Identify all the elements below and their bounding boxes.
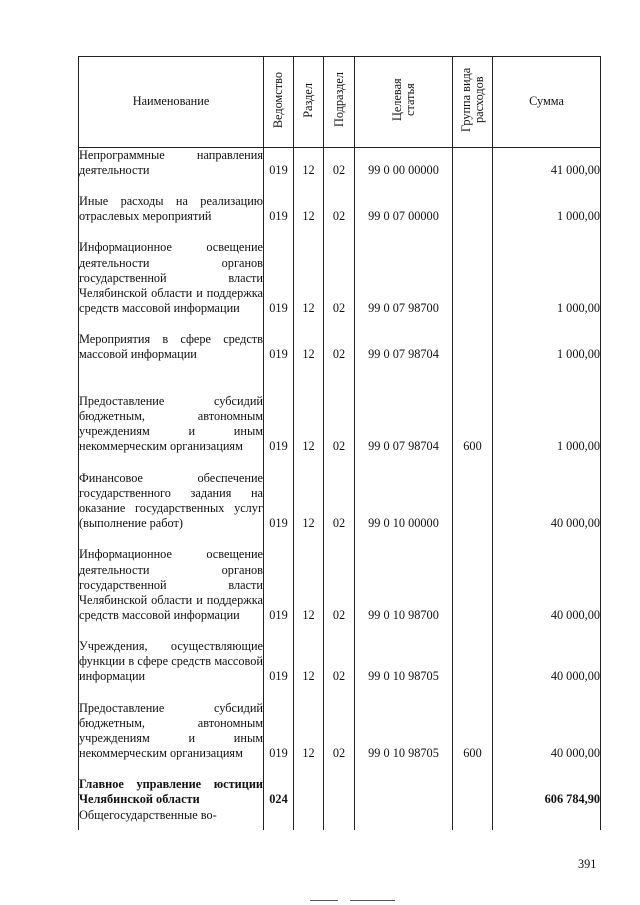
header-podrazdel: Подраздел (324, 57, 355, 148)
row-celevaya (355, 762, 453, 808)
table-row (79, 685, 601, 762)
row-summa: 41 000,00 (493, 148, 601, 179)
row-summa: 1 000,00 (493, 179, 601, 225)
row-summa: 40 000,00 (493, 685, 601, 762)
row-ved: 019 (264, 624, 294, 685)
row-name: Учреждения, осуществляющие функции в сфере средств массовой информации (79, 624, 264, 685)
row-celevaya: 99 0 10 98705 (355, 624, 453, 685)
row-celevaya: 99 0 10 00000 (355, 455, 453, 532)
table-row (79, 363, 601, 455)
row-summa: 40 000,00 (493, 532, 601, 624)
row-podrazdel (324, 808, 355, 830)
row-ved: 019 (264, 317, 294, 363)
row-ved (264, 808, 294, 830)
row-summa: 1 000,00 (493, 363, 601, 455)
row-ved: 019 (264, 685, 294, 762)
header-name: Наименование (79, 57, 264, 148)
row-celevaya: 99 0 07 98704 (355, 317, 453, 363)
table-header (79, 57, 601, 148)
table-row (79, 532, 601, 624)
row-name: Непрограммные направления деятельности (79, 148, 263, 178)
row-summa: 40 000,00 (493, 455, 601, 532)
table-row (79, 808, 601, 830)
table-row (79, 624, 601, 685)
row-razdel: 12 (294, 179, 324, 225)
table-row (79, 317, 601, 363)
table-row (79, 148, 601, 179)
row-summa: 40 000,00 (493, 624, 601, 685)
row-ved: 019 (264, 225, 294, 317)
row-ved: 019 (264, 179, 294, 225)
header-gruppa: Группа вида расходов (453, 57, 493, 148)
row-name: Предоставление субсидий бюджетным, автономным учреждениям и иным некоммерческим организациям (79, 685, 264, 762)
row-celevaya: 99 0 07 98700 (355, 225, 453, 317)
row-razdel: 12 (294, 532, 324, 624)
footer-line (350, 900, 395, 901)
row-podrazdel: 02 (324, 532, 355, 624)
row-razdel: 12 (294, 455, 324, 532)
row-celevaya: 99 0 10 98705 (355, 685, 453, 762)
row-celevaya: 99 0 07 98704 (355, 363, 453, 455)
header-summa: Сумма (493, 57, 601, 148)
row-gruppa: 600 (453, 685, 493, 762)
row-gruppa (453, 225, 493, 317)
table-row (79, 762, 601, 808)
table-body (79, 148, 601, 830)
row-podrazdel: 02 (324, 179, 355, 225)
page-number: 391 (578, 857, 597, 871)
row-razdel: 12 (294, 685, 324, 762)
row-summa (493, 808, 601, 830)
row-ved: 024 (264, 762, 294, 808)
row-gruppa (453, 148, 493, 179)
row-podrazdel: 02 (324, 685, 355, 762)
row-podrazdel: 02 (324, 148, 355, 179)
row-ved: 019 (264, 455, 294, 532)
row-podrazdel: 02 (324, 363, 355, 455)
row-razdel (294, 808, 324, 830)
row-podrazdel (324, 762, 355, 808)
row-podrazdel: 02 (324, 624, 355, 685)
row-ved: 019 (264, 532, 294, 624)
row-name: Мероприятия в сфере средств массовой информации (79, 317, 264, 363)
table-row (79, 179, 601, 225)
row-razdel: 12 (294, 225, 324, 317)
table-row (79, 455, 601, 532)
row-razdel (294, 762, 324, 808)
row-celevaya: 99 0 00 00000 (355, 148, 453, 179)
header-ved: Ведомство (264, 57, 294, 148)
row-summa: 1 000,00 (493, 317, 601, 363)
row-celevaya (355, 808, 453, 830)
row-summa: 1 000,00 (493, 225, 601, 317)
row-podrazdel: 02 (324, 317, 355, 363)
row-razdel: 12 (294, 624, 324, 685)
row-gruppa (453, 179, 493, 225)
row-name: Главное управление юстиции Челябинской области (79, 762, 264, 808)
row-podrazdel: 02 (324, 455, 355, 532)
row-razdel: 12 (294, 148, 324, 179)
row-razdel: 12 (294, 363, 324, 455)
row-name: Информационное освещение деятельности органов государственной власти Челябинской области и поддержка средств массовой информации (79, 225, 264, 317)
row-gruppa (453, 532, 493, 624)
header-celevaya: Целевая статья (355, 57, 453, 148)
row-gruppa (453, 762, 493, 808)
row-ved: 019 (264, 363, 294, 455)
table-row (79, 225, 601, 317)
row-razdel: 12 (294, 317, 324, 363)
row-gruppa: 600 (453, 363, 493, 455)
row-ved: 019 (264, 148, 294, 179)
row-name: Информационное освещение деятельности органов государственной власти Челябинской области и поддержка средств массовой информации (79, 532, 264, 624)
row-name: Иные расходы на реализацию отраслевых мероприятий (79, 179, 264, 225)
row-gruppa (453, 624, 493, 685)
row-podrazdel: 02 (324, 225, 355, 317)
row-name: Общегосударственные во- (79, 808, 264, 830)
row-name: Финансовое обеспечение государственного задания на оказание государственных услуг (выполнение работ) (79, 455, 264, 532)
row-gruppa (453, 808, 493, 830)
header-razdel: Раздел (294, 57, 324, 148)
row-name: Предоставление субсидий бюджетным, автономным учреждениям и иным некоммерческим организациям (79, 363, 264, 455)
footer-line (310, 900, 338, 901)
row-gruppa (453, 455, 493, 532)
row-gruppa (453, 317, 493, 363)
row-summa: 606 784,90 (493, 762, 601, 808)
row-celevaya: 99 0 07 00000 (355, 179, 453, 225)
budget-table (78, 56, 601, 830)
row-celevaya: 99 0 10 98700 (355, 532, 453, 624)
